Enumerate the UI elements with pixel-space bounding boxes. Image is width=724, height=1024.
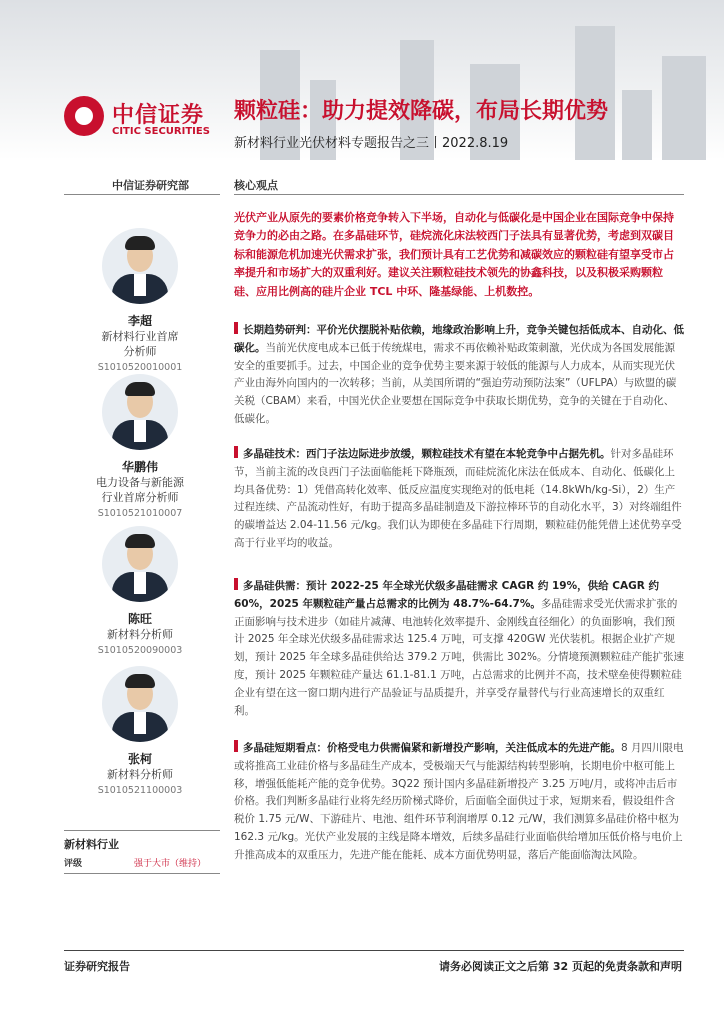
- rating-value: 强于大市（维持）: [134, 859, 207, 869]
- avatar: [102, 374, 178, 450]
- section-marker-icon: [234, 740, 238, 752]
- section-bold-lead: 长期趋势研判：平价光伏摆脱补贴依赖，地缘政治影响上升，竞争关键包括低成本、自动化、低碳化。: [234, 324, 684, 354]
- avatar: [102, 666, 178, 742]
- section-paragraph: [234, 578, 684, 720]
- analyst-card: [60, 228, 220, 373]
- sector-label: 新材料行业: [64, 838, 119, 851]
- footer-left-label: 证券研究报告: [64, 960, 130, 973]
- divider: [64, 830, 220, 831]
- analyst-card: [60, 666, 220, 796]
- analyst-name: 华鹏伟: [121, 460, 158, 474]
- analyst-role: 行业首席分析师: [101, 491, 179, 504]
- divider: [64, 194, 220, 195]
- analyst-card: [60, 374, 220, 519]
- building-graphic: [575, 26, 615, 160]
- analyst-license: S1010520010001: [97, 362, 183, 373]
- section-body: 针对多晶硅环节，当前主流的改良西门子法面临能耗下降瓶颈，而硅烷流化床法在低成本、自动化、低碳化上均具备优势：1）凭借高转化效率、低反应温度实现绝对的低电耗（14.8kWh/kg-Si），2）生产过程连续、产品流动性好，有助于提高多晶硅制造及下游拉棒环节的自动化水平，3）对终端组件的碳增益达 2.04-11.56 元/kg。我们认为即使在多晶硅下行周期，颗粒硅仍能凭借上述优势享受高于行业平均的收益。: [234, 448, 682, 549]
- divider: [64, 873, 220, 874]
- divider: [234, 194, 684, 195]
- brand-name-cn: 中信证券: [112, 103, 205, 128]
- analyst-license: S1010521100003: [97, 785, 183, 796]
- lead-summary: 光伏产业从原先的要素价格竞争转入下半场，自动化与低碳化是中国企业在国际竞争中保持竞争力的必由之路。在多晶硅环节，硅烷流化床法较西门子法具有显著优势，考虑到双碳目标和能源危机加速光伏需求扩张，我们预计具有工艺优势和减碳效应的颗粒硅有望享受市占率提升和市场扩大的双重利好。建议关注颗粒硅技术领先的协鑫科技，以及积极采购颗粒硅、应用比例高的硅片企业 TCL 中环、隆基绿能、上机数控。: [234, 211, 674, 298]
- section-marker-icon: [234, 322, 238, 334]
- analyst-name: 李超: [127, 314, 152, 328]
- analyst-role: 新材料分析师: [107, 628, 173, 641]
- analyst-role: 新材料行业首席: [101, 330, 179, 343]
- analyst-role: 分析师: [123, 345, 157, 358]
- section-marker-icon: [234, 578, 238, 590]
- analyst-license: S1010521010007: [97, 508, 183, 519]
- section-body: 多晶硅需求受光伏需求扩张的正面影响与技术进步（如硅片减薄、电池转化效率提升、金刚线直径细化）的负面影响，我们预计 2025 年全球光伏级多晶硅需求达 125.4 万吨，可支撑 420GW 光伏装机。根据企业扩产规划，预计 2025 年全球多晶硅供给达 379.2 万吨，供需比 302%。分情境预测颗粒硅产能扩张速度，预计 2025 年颗粒硅产量达 61.1-81.1 万吨，占总需求的比例并不高，技术壁垒使得颗粒硅企业有望在这一窗口期内进行产品验证与品质提升，并享受存量替代与行业高速增长的双重红利。: [234, 597, 684, 717]
- section-marker-icon: [234, 446, 238, 458]
- footer-divider: [64, 950, 684, 951]
- building-graphic: [662, 56, 706, 160]
- brand-name-en: CITIC SECURITIES: [112, 126, 210, 137]
- section-paragraph: [234, 322, 684, 429]
- analyst-license: S1010520090003: [97, 645, 183, 656]
- core-view-heading: 核心观点: [234, 179, 278, 192]
- section-paragraph: [234, 740, 684, 865]
- building-graphic: [622, 90, 652, 160]
- analyst-role: 新材料分析师: [107, 768, 173, 781]
- section-bold-lead: 多晶硅供需：预计 2022-25 年全球光伏级多晶硅需求 CAGR 约 19%，供给 CAGR 约 60%，2025 年颗粒硅产量占总需求的比例为 48.7%-64.7%。: [234, 580, 659, 610]
- section-body: 8 月四川限电或将推高工业硅价格与多晶硅生产成本，受极端天气与能源结构转型影响，长期电价中枢可能上移，增强低能耗产能的竞争优势。3Q22 预计国内多晶硅新增投产 3.25 万吨/月，或将冲击后市价格。我们判断多晶硅行业将先经历阶梯式降价，后面临全面供过于求，短期来看，假设组件含税价 1.75 元/W、下游硅片、电池、组件环节利润增厚 0.12 元/W，我们测算多晶硅价格中枢为 162.3 元/kg。光伏产业发展的主线是降本增效，后续多晶硅行业面临供给增加压低价格与电价上升推高成本的双重压力，先进产能在能耗、成本方面优势明显，落后产能面临淘汰风险。: [234, 742, 684, 861]
- analyst-role: 电力设备与新能源: [96, 476, 184, 489]
- report-title: 颗粒硅：助力提效降碳，布局长期优势: [234, 99, 609, 124]
- citic-logo-icon: [64, 96, 104, 136]
- section-paragraph: [234, 446, 684, 553]
- avatar: [102, 526, 178, 602]
- section-body: 当前光伏度电成本已低于传统煤电，需求不再依赖补贴政策刺激，光伏成为各国发展能源安全的重要抓手。过去，中国企业的竞争优势主要来源于较低的能源与人力成本，从而实现光伏产业由海外向国内的一次转移；当前，从美国所谓的“强迫劳动预防法案”（UFLPA）与欧盟的碳关税（CBAM）来看，中国光伏企业要想在国际竞争中获取长期优势，竞争的关键在于自动化、低碳化。: [234, 341, 677, 425]
- avatar: [102, 228, 178, 304]
- section-bold-lead: 多晶硅技术：西门子法边际进步放缓，颗粒硅技术有望在本轮竞争中占据先机。: [243, 448, 611, 460]
- analyst-card: [60, 526, 220, 656]
- research-dept-heading: 中信证券研究部: [112, 179, 189, 192]
- report-subtitle: 新材料行业光伏材料专题报告之三丨2022.8.19: [234, 136, 509, 151]
- rating-label: 评级: [64, 859, 83, 869]
- analyst-name: 陈旺: [127, 612, 152, 626]
- section-bold-lead: 多晶硅短期看点：价格受电力供需偏紧和新增投产影响，关注低成本的先进产能。: [243, 742, 621, 754]
- footer-disclaimer: 请务必阅读正文之后第 32 页起的免责条款和声明: [439, 960, 682, 973]
- analyst-name: 张柯: [127, 752, 152, 766]
